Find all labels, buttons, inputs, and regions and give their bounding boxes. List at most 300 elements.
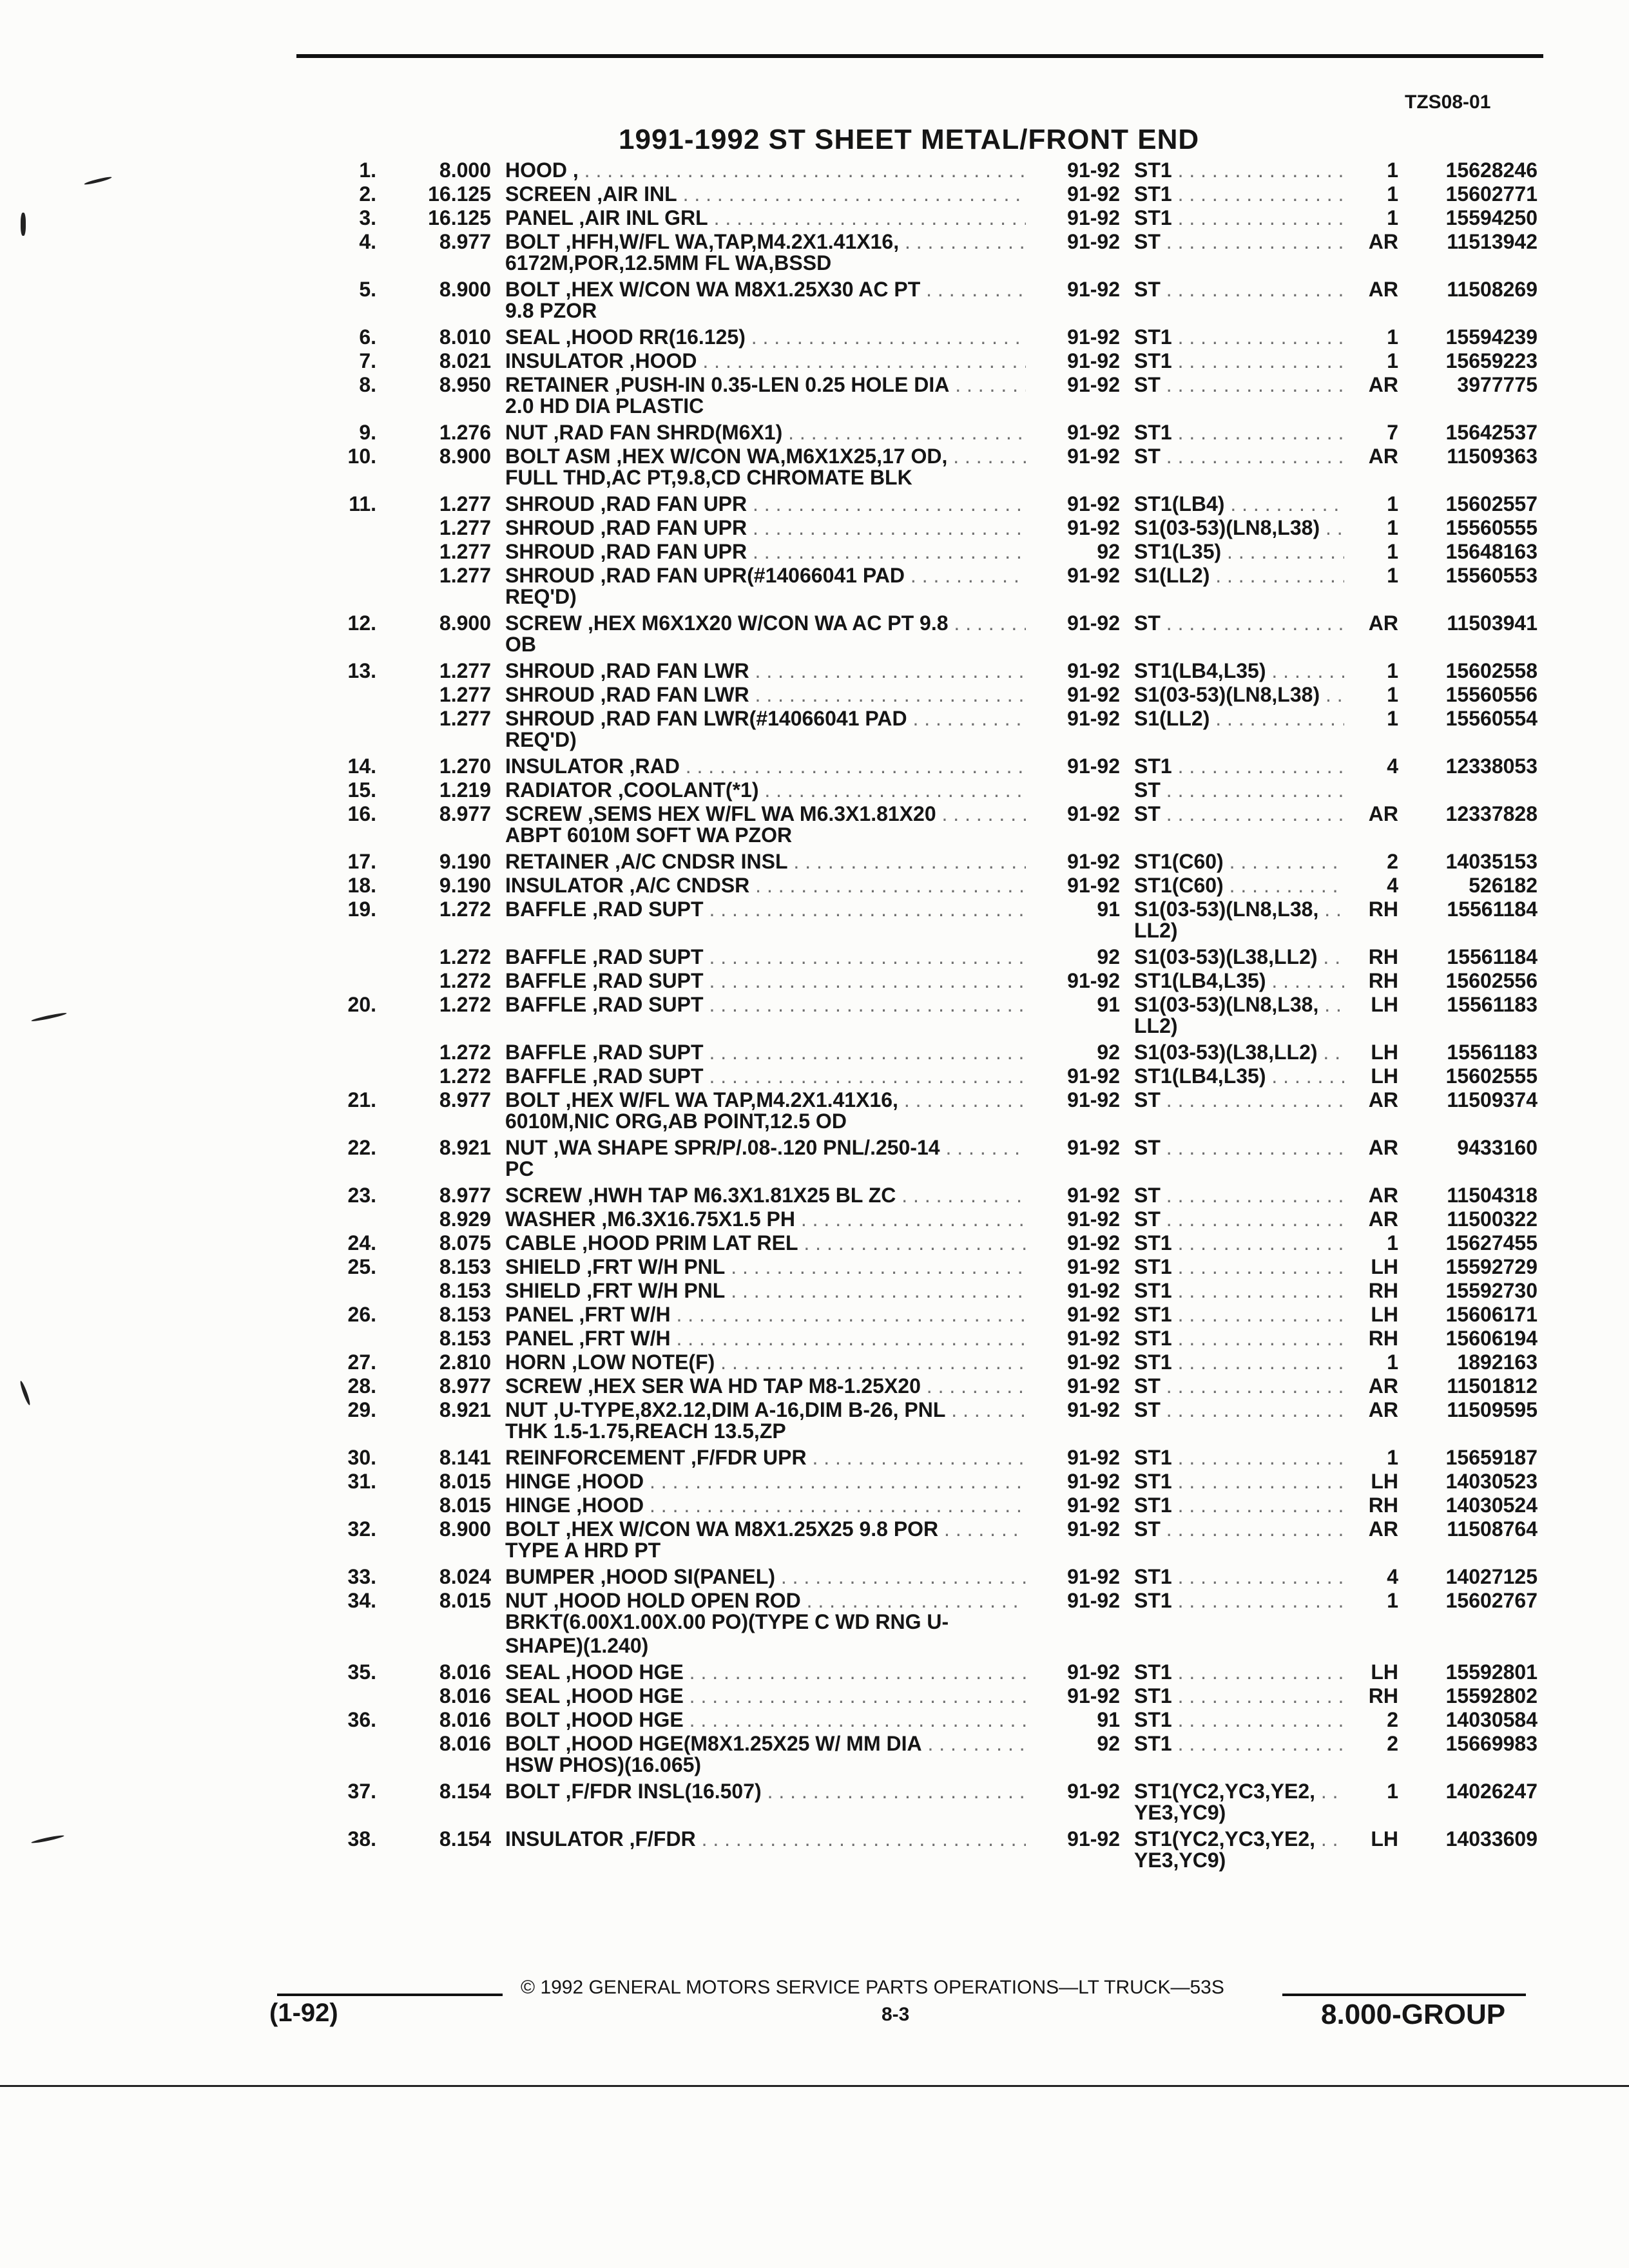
model-years: 91-92 <box>1067 325 1120 349</box>
series-code: ST1 . . . <box>1134 325 1344 349</box>
quantity: RH <box>1368 1327 1398 1350</box>
group-number: 8.929 <box>439 1207 491 1231</box>
description-continuation: 9.8 PZOR <box>505 299 597 322</box>
model-years: 91-92 <box>1067 349 1120 372</box>
group-number: 8.010 <box>439 325 491 349</box>
quantity: AR <box>1368 1374 1398 1398</box>
item-number: 9. <box>359 421 376 444</box>
part-number: 15606171 <box>1445 1303 1537 1326</box>
item-number: 31. <box>347 1470 376 1493</box>
series-code: ST1 . . . <box>1134 1303 1344 1327</box>
part-description: INSULATOR ,HOOD . . . <box>505 349 1026 373</box>
series-code: ST1(LB4,L35) . . . <box>1134 659 1344 683</box>
part-number: 15561184 <box>1447 945 1537 968</box>
series-code: S1(03-53)(LN8,L38) . . . <box>1134 683 1344 707</box>
part-row <box>0 1088 1629 1111</box>
quantity: RH <box>1368 969 1398 992</box>
item-number: 26. <box>347 1303 376 1326</box>
part-number: 11509374 <box>1447 1088 1537 1111</box>
group-number: 8.950 <box>439 373 491 396</box>
part-row <box>0 898 1629 921</box>
part-description: SEAL ,HOOD HGE . . . <box>505 1660 1026 1684</box>
series-code: ST . . . <box>1134 611 1344 635</box>
group-number: 1.272 <box>439 1041 491 1064</box>
item-number: 15. <box>347 778 376 802</box>
item-number: 12. <box>347 611 376 635</box>
model-years: 91-92 <box>1067 516 1120 539</box>
series-code: ST . . . <box>1134 373 1344 397</box>
quantity: AR <box>1368 230 1398 253</box>
model-years: 91-92 <box>1067 1398 1120 1421</box>
quantity: 1 <box>1387 325 1398 349</box>
part-number: 11508764 <box>1447 1517 1537 1541</box>
quantity: 1 <box>1387 707 1398 730</box>
series-code: ST1 . . . <box>1134 206 1344 230</box>
part-description: BOLT ,HOOD HGE(M8X1.25X25 W/ MM DIA . . . <box>505 1732 1026 1756</box>
model-years: 91-92 <box>1067 1446 1120 1469</box>
part-number: 12337828 <box>1445 802 1537 825</box>
model-years: 91-92 <box>1067 1350 1120 1374</box>
part-description: HINGE ,HOOD . . . <box>505 1470 1026 1494</box>
part-row <box>0 1780 1629 1803</box>
part-number: 12338053 <box>1445 754 1537 778</box>
model-years: 91-92 <box>1067 182 1120 206</box>
series-code: ST1 . . . <box>1134 1684 1344 1708</box>
group-number: 8.153 <box>439 1303 491 1326</box>
part-description: INSULATOR ,F/FDR . . . <box>505 1827 1026 1851</box>
part-description: SEAL ,HOOD RR(16.125) . . . <box>505 325 1026 349</box>
item-number: 24. <box>347 1231 376 1254</box>
part-row <box>0 1660 1629 1684</box>
description-continuation: REQ'D) <box>505 728 577 751</box>
bottom-rule <box>0 2085 1629 2087</box>
quantity: RH <box>1368 945 1398 968</box>
group-number: 8.900 <box>439 1517 491 1541</box>
part-number: 11503941 <box>1447 611 1537 635</box>
model-years: 91-92 <box>1067 159 1120 182</box>
series-code: ST1 . . . <box>1134 1470 1344 1494</box>
quantity: LH <box>1371 1470 1398 1493</box>
series-code: S1(LL2) . . . <box>1134 707 1344 731</box>
model-years: 91-92 <box>1067 611 1120 635</box>
quantity: 1 <box>1387 1446 1398 1469</box>
part-row <box>0 1517 1629 1541</box>
part-number: 15602557 <box>1445 492 1537 515</box>
quantity: 4 <box>1387 1565 1398 1588</box>
series-code: ST1(LB4,L35) . . . <box>1134 969 1344 993</box>
series-code: ST1(L35) . . . <box>1134 540 1344 564</box>
part-description: BOLT ,HEX W/CON WA M8X1.25X25 9.8 POR . . . <box>505 1517 1026 1541</box>
part-description: SHROUD ,RAD FAN UPR . . . <box>505 516 1026 540</box>
quantity: 2 <box>1387 1732 1398 1755</box>
part-description: NUT ,WA SHAPE SPR/P/.08-.120 PNL/.250-14 . . . <box>505 1136 1026 1160</box>
quantity: AR <box>1368 1207 1398 1231</box>
part-row <box>0 1684 1629 1707</box>
part-description: REINFORCEMENT ,F/FDR UPR . . . <box>505 1446 1026 1470</box>
group-number: 1.277 <box>439 564 491 587</box>
part-row <box>0 969 1629 992</box>
quantity: LH <box>1371 1303 1398 1326</box>
model-years: 91-92 <box>1067 1231 1120 1254</box>
part-description: HORN ,LOW NOTE(F) . . . <box>505 1350 1026 1374</box>
series-code: S1(LL2) . . . <box>1134 564 1344 588</box>
part-row <box>0 1041 1629 1064</box>
part-number: 15592730 <box>1445 1279 1537 1302</box>
model-years: 92 <box>1097 540 1120 563</box>
group-number: 1.277 <box>439 707 491 730</box>
series-code: ST1 . . . <box>1134 1660 1344 1684</box>
item-number: 16. <box>347 802 376 825</box>
group-number: 8.016 <box>439 1684 491 1707</box>
series-code: ST . . . <box>1134 445 1344 468</box>
series-code: S1(03-53)(LN8,L38, . . . <box>1134 993 1344 1017</box>
group-number: 8.921 <box>439 1398 491 1421</box>
part-row <box>0 1446 1629 1469</box>
part-number: 11504318 <box>1447 1184 1537 1207</box>
part-row <box>0 1184 1629 1207</box>
part-description: NUT ,RAD FAN SHRD(M6X1) . . . <box>505 421 1026 445</box>
model-years: 92 <box>1097 1732 1120 1755</box>
part-number: 15592801 <box>1445 1660 1537 1684</box>
group-number: 9.190 <box>439 874 491 897</box>
model-years: 91 <box>1097 898 1120 921</box>
part-row <box>0 325 1629 349</box>
series-code: ST . . . <box>1134 1207 1344 1231</box>
part-row <box>0 1494 1629 1517</box>
part-description: INSULATOR ,A/C CNDSR . . . <box>505 874 1026 898</box>
part-number: 14030584 <box>1445 1708 1537 1731</box>
description-continuation: TYPE A HRD PT <box>505 1539 661 1562</box>
part-description: HINGE ,HOOD . . . <box>505 1494 1026 1517</box>
quantity: AR <box>1368 1184 1398 1207</box>
part-row <box>0 421 1629 444</box>
item-number: 30. <box>347 1446 376 1469</box>
item-number: 13. <box>347 659 376 682</box>
part-number: 11508269 <box>1447 278 1537 301</box>
item-number: 35. <box>347 1660 376 1684</box>
description-continuation: HSW PHOS)(16.065) <box>505 1753 702 1776</box>
revision-date: (1-92) <box>269 1999 338 2027</box>
part-number: 15627455 <box>1445 1231 1537 1254</box>
part-row <box>0 754 1629 778</box>
model-years: 91-92 <box>1067 492 1120 515</box>
quantity: LH <box>1371 1064 1398 1088</box>
part-row <box>0 1327 1629 1350</box>
part-number: 15592729 <box>1445 1255 1537 1278</box>
quantity: 1 <box>1387 206 1398 229</box>
group-number: 8.900 <box>439 445 491 468</box>
part-number: 15606194 <box>1445 1327 1537 1350</box>
group-number: 1.277 <box>439 516 491 539</box>
group-label: 8.000-GROUP <box>1321 1999 1506 2030</box>
part-description: SEAL ,HOOD HGE . . . <box>505 1684 1026 1708</box>
item-number: 2. <box>359 182 376 206</box>
part-description: HOOD , . . . <box>505 159 1026 182</box>
part-number: 14030523 <box>1445 1470 1537 1493</box>
part-description: PANEL ,FRT W/H . . . <box>505 1303 1026 1327</box>
series-code: ST1 . . . <box>1134 1327 1344 1350</box>
item-number: 27. <box>347 1350 376 1374</box>
part-description: WASHER ,M6.3X16.75X1.5 PH . . . <box>505 1207 1026 1231</box>
part-description: BUMPER ,HOOD SI(PANEL) . . . <box>505 1565 1026 1589</box>
series-code: ST1(LB4) . . . <box>1134 492 1344 516</box>
model-years: 91-92 <box>1067 1088 1120 1111</box>
item-number: 1. <box>359 159 376 182</box>
group-number: 8.977 <box>439 230 491 253</box>
quantity: 1 <box>1387 564 1398 587</box>
part-row <box>0 230 1629 253</box>
part-row <box>0 707 1629 730</box>
model-years: 91-92 <box>1067 1184 1120 1207</box>
part-number: 15659223 <box>1445 349 1537 372</box>
part-number: 11500322 <box>1447 1207 1537 1231</box>
sheet-code: TZS08-01 <box>1405 91 1491 113</box>
model-years: 91-92 <box>1067 1494 1120 1517</box>
quantity: RH <box>1368 1279 1398 1302</box>
group-number: 8.977 <box>439 802 491 825</box>
group-number: 8.015 <box>439 1589 491 1612</box>
part-description: BOLT ,HFH,W/FL WA,TAP,M4.2X1.41X16, . . . <box>505 230 1026 254</box>
model-years: 91 <box>1097 1708 1120 1731</box>
series-code: ST . . . <box>1134 1374 1344 1398</box>
part-row <box>0 1255 1629 1278</box>
model-years: 91-92 <box>1067 683 1120 706</box>
quantity: AR <box>1368 802 1398 825</box>
series-code: ST . . . <box>1134 1088 1344 1112</box>
part-number: 15594250 <box>1445 206 1537 229</box>
item-number: 22. <box>347 1136 376 1159</box>
group-number: 8.021 <box>439 349 491 372</box>
part-row <box>0 540 1629 563</box>
model-years: 91-92 <box>1067 1589 1120 1612</box>
item-number: 8. <box>359 373 376 396</box>
part-number: 1892163 <box>1457 1350 1537 1374</box>
quantity: RH <box>1368 1494 1398 1517</box>
series-code: ST . . . <box>1134 278 1344 302</box>
part-row <box>0 1374 1629 1398</box>
part-number: 15602556 <box>1445 969 1537 992</box>
quantity: 1 <box>1387 1350 1398 1374</box>
quantity: 4 <box>1387 874 1398 897</box>
part-row <box>0 1231 1629 1254</box>
group-number: 2.810 <box>439 1350 491 1374</box>
part-description: SHIELD ,FRT W/H PNL . . . <box>505 1279 1026 1303</box>
model-years: 91-92 <box>1067 230 1120 253</box>
description-continuation: LL2) <box>1134 919 1178 942</box>
part-description: SCREW ,HWH TAP M6.3X1.81X25 BL ZC . . . <box>505 1184 1026 1207</box>
part-row <box>0 492 1629 515</box>
item-number: 28. <box>347 1374 376 1398</box>
part-description: BAFFLE ,RAD SUPT . . . <box>505 898 1026 921</box>
series-code: ST . . . <box>1134 778 1344 802</box>
description-continuation: FULL THD,AC PT,9.8,CD CHROMATE BLK <box>505 466 912 489</box>
quantity: AR <box>1368 611 1398 635</box>
model-years: 91-92 <box>1067 1255 1120 1278</box>
model-years: 91-92 <box>1067 1827 1120 1850</box>
model-years: 91-92 <box>1067 707 1120 730</box>
item-number: 32. <box>347 1517 376 1541</box>
part-row <box>0 516 1629 539</box>
series-code: ST1(C60) . . . <box>1134 874 1344 898</box>
quantity: AR <box>1368 278 1398 301</box>
quantity: AR <box>1368 445 1398 468</box>
part-description: SHROUD ,RAD FAN UPR(#14066041 PAD . . . <box>505 564 1026 588</box>
model-years: 91-92 <box>1067 802 1120 825</box>
page-title: 1991-1992 ST SHEET METAL/FRONT END <box>619 124 1200 155</box>
series-code: ST1 . . . <box>1134 1732 1344 1756</box>
part-description: PANEL ,AIR INL GRL . . . <box>505 206 1026 230</box>
series-code: ST1 . . . <box>1134 1231 1344 1255</box>
description-continuation: SHAPE)(1.240) <box>505 1634 649 1657</box>
part-description: BOLT ,HEX W/FL WA TAP,M4.2X1.41X16, . . . <box>505 1088 1026 1112</box>
part-number: 14035153 <box>1445 850 1537 873</box>
item-number: 14. <box>347 754 376 778</box>
quantity: AR <box>1368 1398 1398 1421</box>
group-number: 1.277 <box>439 659 491 682</box>
quantity: 1 <box>1387 492 1398 515</box>
model-years: 91-92 <box>1067 1470 1120 1493</box>
group-number: 8.921 <box>439 1136 491 1159</box>
footer-rule-right <box>1282 1994 1526 1996</box>
group-number: 8.075 <box>439 1231 491 1254</box>
part-description: SHROUD ,RAD FAN LWR(#14066041 PAD . . . <box>505 707 1026 731</box>
model-years: 91-92 <box>1067 1565 1120 1588</box>
part-number: 15594239 <box>1445 325 1537 349</box>
group-number: 8.141 <box>439 1446 491 1469</box>
part-row <box>0 993 1629 1016</box>
description-continuation: PC <box>505 1157 534 1180</box>
part-row <box>0 945 1629 968</box>
part-description: BAFFLE ,RAD SUPT . . . <box>505 1041 1026 1064</box>
group-number: 8.015 <box>439 1470 491 1493</box>
part-description: BAFFLE ,RAD SUPT . . . <box>505 993 1026 1017</box>
part-row <box>0 1064 1629 1088</box>
part-number: 15560556 <box>1445 683 1537 706</box>
group-number: 8.016 <box>439 1660 491 1684</box>
item-number: 38. <box>347 1827 376 1850</box>
part-description: NUT ,HOOD HOLD OPEN ROD . . . <box>505 1589 1026 1613</box>
part-number: 526182 <box>1469 874 1537 897</box>
quantity: 1 <box>1387 1231 1398 1254</box>
series-code: ST1 . . . <box>1134 754 1344 778</box>
item-number: 36. <box>347 1708 376 1731</box>
quantity: 1 <box>1387 182 1398 206</box>
part-description: INSULATOR ,RAD . . . <box>505 754 1026 778</box>
series-code: S1(03-53)(L38,LL2) . . . <box>1134 945 1344 969</box>
description-continuation: ABPT 6010M SOFT WA PZOR <box>505 823 793 847</box>
part-row <box>0 1827 1629 1850</box>
quantity: AR <box>1368 1517 1398 1541</box>
series-code: ST . . . <box>1134 802 1344 826</box>
item-number: 34. <box>347 1589 376 1612</box>
model-years: 91-92 <box>1067 1136 1120 1159</box>
part-description: RADIATOR ,COOLANT(*1) . . . <box>505 778 1026 802</box>
description-continuation: YE3,YC9) <box>1134 1801 1226 1824</box>
quantity: AR <box>1368 1088 1398 1111</box>
part-description: NUT ,U-TYPE,8X2.12,DIM A-16,DIM B-26, PNL . . . <box>505 1398 1026 1422</box>
quantity: 1 <box>1387 1780 1398 1803</box>
model-years: 91-92 <box>1067 278 1120 301</box>
part-description: SHROUD ,RAD FAN UPR . . . <box>505 492 1026 516</box>
group-number: 16.125 <box>428 206 491 229</box>
model-years: 91-92 <box>1067 1374 1120 1398</box>
series-code: ST1 . . . <box>1134 1589 1344 1613</box>
part-row <box>0 1207 1629 1231</box>
series-code: S1(03-53)(L38,LL2) . . . <box>1134 1041 1344 1064</box>
group-number: 8.900 <box>439 278 491 301</box>
part-number: 15561183 <box>1447 993 1537 1016</box>
group-number: 1.270 <box>439 754 491 778</box>
quantity: LH <box>1371 1255 1398 1278</box>
group-number: 8.977 <box>439 1088 491 1111</box>
part-description: BOLT ,HEX W/CON WA M8X1.25X30 AC PT . . . <box>505 278 1026 302</box>
part-description: BOLT ,F/FDR INSL(16.507) . . . <box>505 1780 1026 1803</box>
part-row <box>0 611 1629 635</box>
model-years: 91-92 <box>1067 1303 1120 1326</box>
item-number: 21. <box>347 1088 376 1111</box>
group-number: 1.272 <box>439 898 491 921</box>
item-number: 18. <box>347 874 376 897</box>
quantity: 7 <box>1387 421 1398 444</box>
model-years: 91-92 <box>1067 754 1120 778</box>
series-code: ST . . . <box>1134 1398 1344 1422</box>
model-years: 91 <box>1097 993 1120 1016</box>
part-number: 15659187 <box>1445 1446 1537 1469</box>
item-number: 33. <box>347 1565 376 1588</box>
part-row <box>0 1303 1629 1326</box>
part-row <box>0 778 1629 802</box>
quantity: RH <box>1368 1684 1398 1707</box>
item-number: 17. <box>347 850 376 873</box>
quantity: 1 <box>1387 349 1398 372</box>
description-continuation: BRKT(6.00X1.00X.00 PO)(TYPE C WD RNG U- <box>505 1610 949 1633</box>
part-description: CABLE ,HOOD PRIM LAT REL . . . <box>505 1231 1026 1255</box>
series-code: S1(03-53)(LN8,L38, . . . <box>1134 898 1344 921</box>
description-continuation: LL2) <box>1134 1014 1178 1037</box>
series-code: ST1 . . . <box>1134 159 1344 182</box>
quantity: AR <box>1368 373 1398 396</box>
description-continuation: OB <box>505 633 536 656</box>
description-continuation: 2.0 HD DIA PLASTIC <box>505 394 704 418</box>
quantity: LH <box>1371 1041 1398 1064</box>
quantity: AR <box>1368 1136 1398 1159</box>
footer-rule-left <box>277 1994 503 1996</box>
part-description: BOLT ,HOOD HGE . . . <box>505 1708 1026 1732</box>
group-number: 8.153 <box>439 1327 491 1350</box>
part-row <box>0 1589 1629 1612</box>
group-number: 16.125 <box>428 182 491 206</box>
group-number: 1.272 <box>439 1064 491 1088</box>
group-number: 1.277 <box>439 540 491 563</box>
model-years: 91-92 <box>1067 373 1120 396</box>
group-number: 8.024 <box>439 1565 491 1588</box>
model-years: 92 <box>1097 1041 1120 1064</box>
quantity: RH <box>1368 898 1398 921</box>
model-years: 91-92 <box>1067 1279 1120 1302</box>
part-number: 14033609 <box>1445 1827 1537 1850</box>
part-row <box>0 182 1629 206</box>
group-number: 8.016 <box>439 1732 491 1755</box>
model-years: 92 <box>1097 945 1120 968</box>
series-code: ST1 . . . <box>1134 1565 1344 1589</box>
model-years: 91-92 <box>1067 206 1120 229</box>
part-number: 15602771 <box>1445 182 1537 206</box>
quantity: 4 <box>1387 754 1398 778</box>
part-description: SHROUD ,RAD FAN LWR . . . <box>505 659 1026 683</box>
part-number: 14026247 <box>1445 1780 1537 1803</box>
part-description: BAFFLE ,RAD SUPT . . . <box>505 945 1026 969</box>
part-description: BOLT ASM ,HEX W/CON WA,M6X1X25,17 OD, . . . <box>505 445 1026 468</box>
